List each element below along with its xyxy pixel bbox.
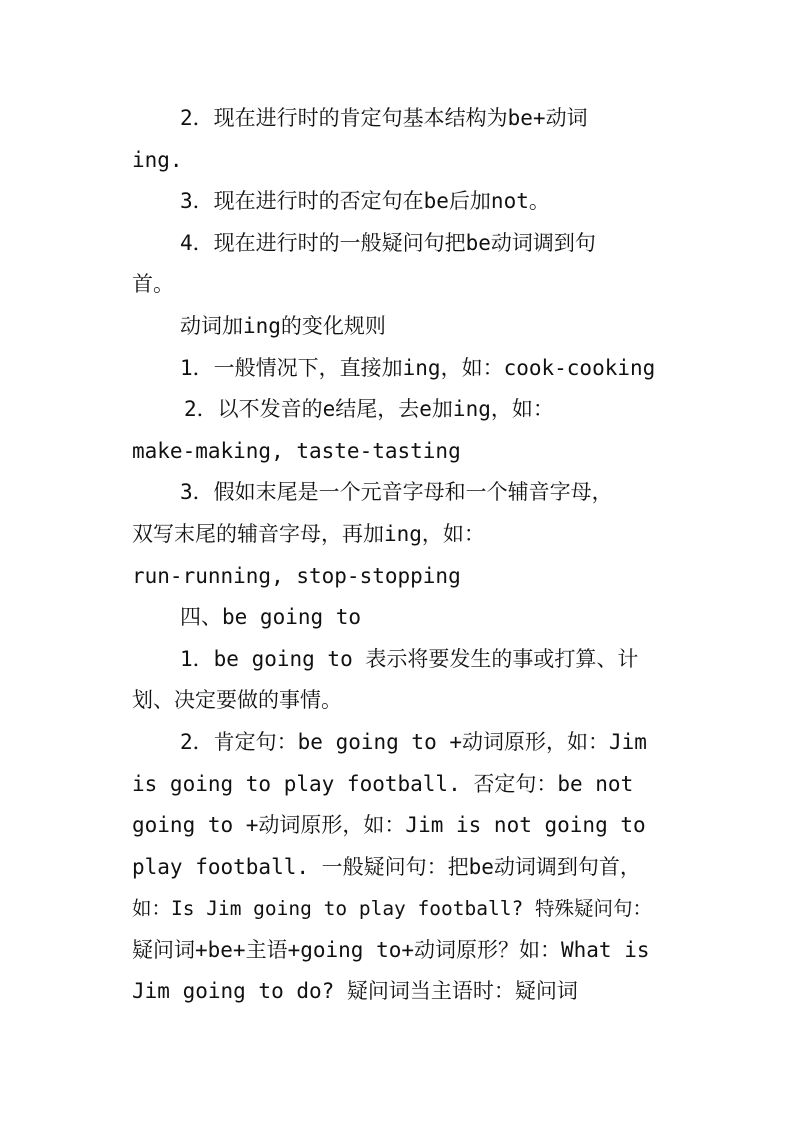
paragraph-line: 1．be going to 表示将要发生的事或打算、计 [180, 646, 639, 671]
paragraph-line: 疑问词+be+主语+going to+动词原形？如：What is [132, 937, 650, 962]
paragraph-line: going to +动词原形，如：Jim is not going to [132, 813, 646, 838]
paragraph-line: 如：Is Jim going to play football? 特殊疑问句： [132, 897, 652, 921]
section-heading: 四、be going to [180, 605, 362, 630]
document-body [132, 98, 662, 1013]
paragraph-line: 划、决定要做的事情。 [132, 688, 342, 713]
paragraph-line: 首。 [132, 272, 174, 297]
paragraph-line: run-running, stop-stopping [132, 563, 461, 588]
paragraph-line: 双写末尾的辅音字母，再加ing，如： [132, 521, 485, 546]
paragraph-line: Jim going to do? 疑问词当主语时：疑问词 [132, 979, 578, 1004]
paragraph-line: make-making, taste-tasting [132, 438, 461, 463]
paragraph-line: is going to play football. 否定句：be not [132, 771, 634, 796]
paragraph-line: 3．现在进行时的否定句在be后加not。 [180, 189, 550, 214]
paragraph-line: 2．现在进行时的肯定句基本结构为be+动词 [180, 106, 588, 130]
section-heading: 动词加ing的变化规则 [180, 313, 386, 338]
paragraph-line: 1．一般情况下，直接加ing，如：cook-cooking [180, 355, 656, 380]
paragraph-line: 2．以不发音的e结尾，去e加ing，如： [184, 397, 554, 422]
paragraph-line: 2．肯定句：be going to +动词原形，如：Jim [180, 729, 647, 754]
paragraph-line: 4．现在进行时的一般疑问句把be动词调到句 [180, 230, 596, 255]
paragraph-line: play football. 一般疑问句：把be动词调到句首， [132, 854, 641, 879]
paragraph-line: ing. [132, 147, 183, 172]
paragraph-line: 3．假如末尾是一个元音字母和一个辅音字母， [180, 480, 613, 505]
